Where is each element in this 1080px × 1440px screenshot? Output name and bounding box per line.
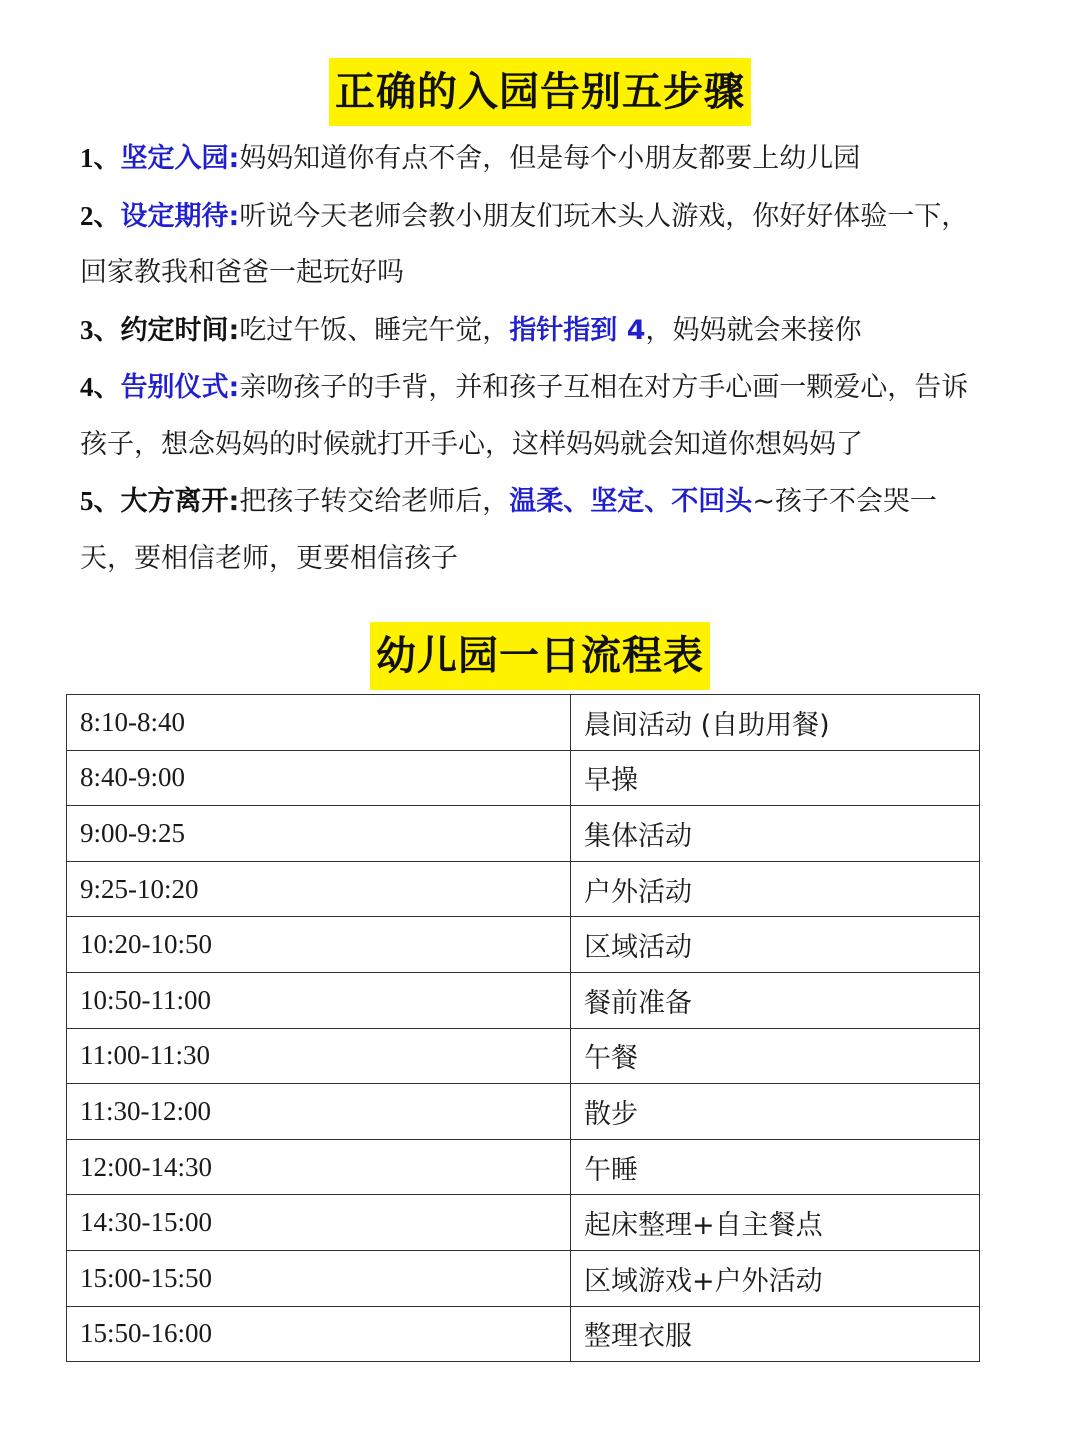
- table-row: [67, 1084, 980, 1140]
- time-cell: 15:50-16:00: [67, 1306, 571, 1362]
- step-1: [80, 130, 990, 188]
- time-cell: 10:50-11:00: [67, 972, 571, 1028]
- time-cell: 12:00-14:30: [67, 1139, 571, 1195]
- table-row: [67, 972, 980, 1028]
- activity-cell: 餐前准备: [571, 972, 980, 1028]
- step-separator: 、: [93, 486, 121, 517]
- time-cell: 8:10-8:40: [67, 695, 571, 751]
- table-row: [67, 917, 980, 973]
- table-row: [67, 1250, 980, 1306]
- step-colon: :: [228, 372, 240, 403]
- table-row: [67, 1195, 980, 1251]
- time-cell: 14:30-15:00: [67, 1195, 571, 1251]
- step-heading: 大方离开: [120, 486, 229, 517]
- step-separator: 、: [93, 314, 121, 346]
- step-heading: 坚定入园: [120, 143, 229, 174]
- activity-cell: 晨间活动 (自助用餐): [571, 695, 980, 751]
- table-row: [67, 1306, 980, 1362]
- step-highlight: 温柔、坚定、不回头: [509, 486, 753, 517]
- table-row: [67, 1028, 980, 1084]
- time-cell: 9:25-10:20: [67, 861, 571, 917]
- time-cell: 15:00-15:50: [67, 1250, 571, 1306]
- table-row: [67, 695, 980, 751]
- table-row: [67, 806, 980, 862]
- guide-title-wrap: [0, 58, 1080, 126]
- step-colon: :: [228, 486, 240, 517]
- schedule-title: 幼儿园一日流程表: [370, 622, 710, 690]
- activity-cell: 集体活动: [571, 806, 980, 862]
- step-text-after: ~孩子不会哭一天，要相信老师，更要相信孩子: [80, 486, 937, 574]
- activity-cell: 区域游戏+户外活动: [571, 1250, 980, 1306]
- activity-cell: 午餐: [571, 1028, 980, 1084]
- time-cell: 9:00-9:25: [67, 806, 571, 862]
- step-separator: 、: [93, 372, 121, 403]
- activity-cell: 整理衣服: [571, 1306, 980, 1362]
- step-colon: :: [228, 200, 240, 232]
- activity-cell: 户外活动: [571, 861, 980, 917]
- schedule-table: [66, 694, 980, 1362]
- step-number: 1: [80, 143, 94, 173]
- guide-title: 正确的入园告别五步骤: [329, 58, 751, 126]
- activity-cell: 早操: [571, 750, 980, 806]
- time-cell: 11:30-12:00: [67, 1084, 571, 1140]
- activity-cell: 区域活动: [571, 917, 980, 973]
- step-text: 吃过午饭、睡完午觉，: [239, 314, 510, 346]
- step-heading: 约定时间: [120, 314, 229, 346]
- step-3: [80, 302, 990, 360]
- step-highlight: 指针指到 4: [509, 314, 646, 346]
- activity-cell: 散步: [571, 1084, 980, 1140]
- step-text: 听说今天老师会教小朋友们玩木头人游戏，你好好体验一下，回家教我和爸爸一起玩好吗: [80, 200, 969, 288]
- step-separator: 、: [93, 200, 121, 232]
- step-4: [80, 359, 990, 473]
- step-5: [80, 473, 990, 587]
- step-number: 2: [80, 200, 94, 231]
- step-separator: 、: [93, 143, 121, 174]
- time-cell: 10:20-10:50: [67, 917, 571, 973]
- time-cell: 11:00-11:30: [67, 1028, 571, 1084]
- step-text-after: ，妈妈就会来接你: [645, 314, 862, 346]
- table-row: [67, 1139, 980, 1195]
- step-number: 3: [80, 314, 94, 345]
- time-cell: 8:40-9:00: [67, 750, 571, 806]
- table-row: [67, 750, 980, 806]
- activity-cell: 起床整理+自主餐点: [571, 1195, 980, 1251]
- step-2: [80, 188, 990, 302]
- farewell-steps: [80, 130, 990, 587]
- step-colon: :: [228, 143, 240, 174]
- step-colon: :: [228, 314, 240, 346]
- step-number: 5: [80, 486, 94, 516]
- table-row: [67, 861, 980, 917]
- step-text: 把孩子转交给老师后，: [239, 486, 510, 517]
- step-heading: 设定期待: [120, 200, 229, 232]
- step-text: 妈妈知道你有点不舍，但是每个小朋友都要上幼儿园: [239, 143, 861, 174]
- step-text: 亲吻孩子的手背，并和孩子互相在对方手心画一颗爱心，告诉孩子，想念妈妈的时候就打开手心，这样妈妈就会知道你想妈妈了: [80, 372, 969, 460]
- activity-cell: 午睡: [571, 1139, 980, 1195]
- step-heading: 告别仪式: [120, 372, 229, 403]
- step-number: 4: [80, 372, 94, 402]
- schedule-title-wrap: [0, 622, 1080, 690]
